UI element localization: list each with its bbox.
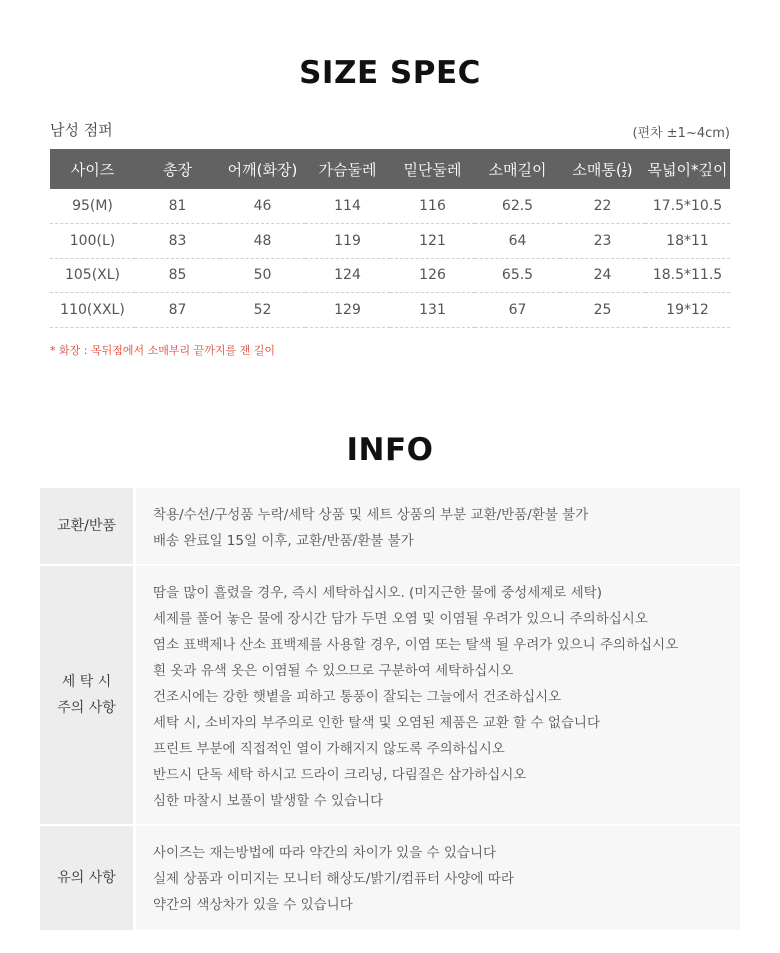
table-cell: 25: [560, 293, 645, 328]
info-row-exchange: [40, 488, 740, 566]
table-cell: 124: [305, 258, 390, 293]
size-spec-table: [50, 149, 730, 328]
header-neck: 목넓이*깊이: [645, 149, 730, 189]
header-chest: 가슴둘레: [305, 149, 390, 189]
table-cell: 95(M): [50, 189, 135, 224]
table-cell: 65.5: [475, 258, 560, 293]
info-line: 세제를 풀어 놓은 물에 장시간 담가 두면 오염 및 이염될 우려가 있으니 주의하십시오: [153, 611, 648, 627]
info-row-notice: [40, 826, 740, 932]
info-label-line: 주의 사항: [57, 700, 116, 716]
table-cell: 17.5*10.5: [645, 189, 730, 224]
table-cell: 18*11: [645, 224, 730, 259]
header-sleeve-width-label: 소매통(: [572, 160, 622, 179]
info-label-washing: [40, 566, 133, 824]
info-body-notice: [136, 826, 740, 930]
header-shoulder: 어깨(화장): [220, 149, 305, 189]
table-cell: 126: [390, 258, 475, 293]
fraction-close: ): [626, 160, 633, 179]
table-cell: 18.5*11.5: [645, 258, 730, 293]
info-label-notice: 유의 사항: [40, 826, 133, 930]
info-line: 염소 표백제나 산소 표백제를 사용할 경우, 이염 또는 탈색 될 우려가 있으니 주의하십시오: [153, 637, 679, 653]
table-cell: 131: [390, 293, 475, 328]
table-cell: 105(XL): [50, 258, 135, 293]
header-size: 사이즈: [50, 149, 135, 189]
table-header: [50, 149, 730, 189]
table-cell: 67: [475, 293, 560, 328]
shoulder-footnote: * 화장 : 목뒤점에서 소매부리 끝까지를 잰 길이: [50, 344, 275, 357]
info-line: 땀을 많이 흘렸을 경우, 즉시 세탁하십시오. (미지근한 물에 중성세제로 세탁): [153, 585, 602, 601]
info-title: INFO: [346, 432, 434, 468]
table-row: [50, 224, 730, 259]
table-cell: 119: [305, 224, 390, 259]
info-line: 반드시 단독 세탁 하시고 드라이 크리닝, 다림질은 삼가하십시오: [153, 767, 527, 783]
header-sleeve-width: [560, 149, 645, 189]
table-cell: 121: [390, 224, 475, 259]
info-line: 프린트 부분에 직접적인 열이 가해지지 않도록 주의하십시오: [153, 741, 505, 757]
info-body-exchange: [136, 488, 740, 564]
table-cell: 85: [135, 258, 220, 293]
table-cell: 23: [560, 224, 645, 259]
info-line: 세탁 시, 소비자의 부주의로 인한 탈색 및 오염된 제품은 교환 할 수 없습니다: [153, 715, 601, 731]
table-cell: 64: [475, 224, 560, 259]
info-line: 배송 완료일 15일 이후, 교환/반품/환불 불가: [153, 533, 414, 549]
info-row-washing: [40, 566, 740, 826]
table-cell: 50: [220, 258, 305, 293]
info-label-exchange: 교환/반품: [40, 488, 133, 564]
fraction-numerator: 1: [621, 160, 627, 170]
size-spec-title: SIZE SPEC: [299, 55, 481, 91]
table-cell: 129: [305, 293, 390, 328]
table-cell: 52: [220, 293, 305, 328]
header-sleeve-length: 소매길이: [475, 149, 560, 189]
info-line: 약간의 색상차가 있을 수 있습니다: [153, 897, 353, 913]
header-length: 총장: [135, 149, 220, 189]
info-line: 착용/수선/구성품 누락/세탁 상품 및 세트 상품의 부분 교환/반품/환불 불가: [153, 507, 589, 523]
table-cell: 62.5: [475, 189, 560, 224]
info-line: 사이즈는 재는방법에 따라 약간의 차이가 있을 수 있습니다: [153, 845, 497, 861]
info-line: 실제 상품과 이미지는 모니터 해상도/밝기/컴퓨터 사양에 따라: [153, 871, 514, 887]
table-cell: 114: [305, 189, 390, 224]
deviation-note: (편차 ±1~4cm): [632, 126, 730, 141]
info-line: 심한 마찰시 보풀이 발생할 수 있습니다: [153, 793, 384, 809]
fraction-denominator: 2: [621, 169, 627, 179]
table-header-row: [50, 116, 730, 141]
product-name: 남성 점퍼: [50, 121, 113, 139]
info-line: 흰 옷과 유색 옷은 이염될 수 있으므로 구분하여 세탁하십시오: [153, 663, 514, 679]
table-cell: 46: [220, 189, 305, 224]
table-cell: 48: [220, 224, 305, 259]
table-row: [50, 293, 730, 328]
table-row: [50, 189, 730, 224]
info-table: [40, 488, 740, 932]
table-cell: 100(L): [50, 224, 135, 259]
info-line: 건조시에는 강한 햇볕을 피하고 통풍이 잘되는 그늘에서 건조하십시오: [153, 689, 562, 705]
info-label-line: 세 탁 시: [61, 674, 112, 690]
table-cell: 81: [135, 189, 220, 224]
table-row: [50, 258, 730, 293]
info-body-washing: [136, 566, 740, 824]
table-cell: 22: [560, 189, 645, 224]
table-cell: 24: [560, 258, 645, 293]
table-cell: 83: [135, 224, 220, 259]
table-cell: 19*12: [645, 293, 730, 328]
table-cell: 116: [390, 189, 475, 224]
table-cell: 110(XXL): [50, 293, 135, 328]
table-cell: 87: [135, 293, 220, 328]
header-hem: 밑단둘레: [390, 149, 475, 189]
